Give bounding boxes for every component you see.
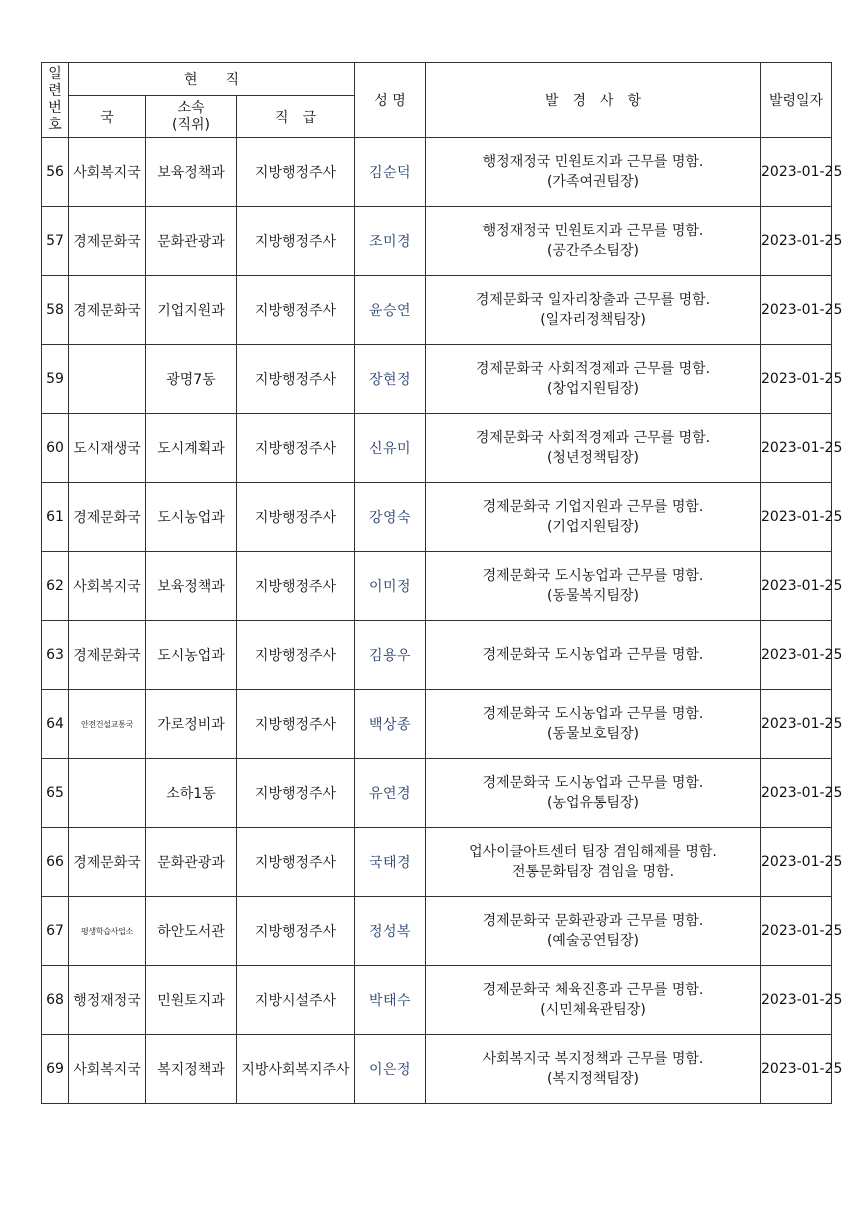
- header-serial-char: 련: [48, 83, 62, 99]
- row-unit: 도시농업과: [146, 483, 237, 552]
- row-grade: 지방행정주사: [237, 483, 355, 552]
- row-order: [426, 276, 761, 345]
- row-date: 2023-01-25: [761, 483, 832, 552]
- row-unit: 보육정책과: [146, 138, 237, 207]
- row-grade: 지방행정주사: [237, 207, 355, 276]
- header-grade: 직 급: [237, 96, 355, 138]
- header-affiliation-line2: (직위): [172, 116, 210, 133]
- row-bureau: 경제문화국: [69, 276, 146, 345]
- row-unit: 하안도서관: [146, 897, 237, 966]
- row-order-line1: 경제문화국 도시농업과 근무를 명함.: [482, 706, 704, 722]
- row-bureau: [69, 345, 146, 414]
- row-name: 장현정: [355, 345, 426, 414]
- row-order-line1: 경제문화국 일자리창출과 근무를 명함.: [475, 292, 711, 308]
- row-order: [426, 483, 761, 552]
- header-row-top: [42, 63, 832, 96]
- row-order: [426, 552, 761, 621]
- row-bureau: 사회복지국: [69, 1035, 146, 1104]
- row-date: 2023-01-25: [761, 345, 832, 414]
- row-number: 68: [42, 966, 69, 1035]
- header-name: 성 명: [355, 63, 426, 138]
- row-name: 유연경: [355, 759, 426, 828]
- header-serial-char: 번: [48, 100, 62, 116]
- row-order-line1: 행정재정국 민원토지과 근무를 명함.: [482, 154, 704, 170]
- row-name: 신유미: [355, 414, 426, 483]
- row-name: 강영숙: [355, 483, 426, 552]
- row-order-line1: 경제문화국 사회적경제과 근무를 명함.: [475, 430, 711, 446]
- row-order-line2: (가족여권팀장): [546, 174, 640, 190]
- table-row: [42, 414, 832, 483]
- row-date: 2023-01-25: [761, 621, 832, 690]
- row-grade: 지방행정주사: [237, 414, 355, 483]
- row-grade: 지방행정주사: [237, 828, 355, 897]
- personnel-order-table: [41, 62, 843, 1104]
- table-row: [42, 828, 832, 897]
- row-order-line2: (농업유통팀장): [546, 795, 640, 811]
- row-bureau: 사회복지국: [69, 552, 146, 621]
- row-name: 김순덕: [355, 138, 426, 207]
- row-date: 2023-01-25: [761, 828, 832, 897]
- row-grade: 지방행정주사: [237, 552, 355, 621]
- row-grade: 지방사회복지주사: [237, 1035, 355, 1104]
- row-bureau: 안전건설교통국: [69, 690, 146, 759]
- row-order-line1: 경제문화국 도시농업과 근무를 명함.: [482, 647, 704, 663]
- row-unit: 소하1동: [146, 759, 237, 828]
- row-number: 61: [42, 483, 69, 552]
- row-order-line1: 경제문화국 도시농업과 근무를 명함.: [482, 775, 704, 791]
- row-grade: 지방행정주사: [237, 345, 355, 414]
- row-bureau: 경제문화국: [69, 621, 146, 690]
- row-number: 65: [42, 759, 69, 828]
- row-order-line1: 경제문화국 문화관광과 근무를 명함.: [482, 913, 704, 929]
- row-order: [426, 621, 761, 690]
- row-order-line2: (청년정책팀장): [546, 450, 640, 466]
- header-serial: [42, 63, 69, 138]
- row-unit: 광명7동: [146, 345, 237, 414]
- row-name: 이은정: [355, 1035, 426, 1104]
- row-name: 이미정: [355, 552, 426, 621]
- row-date: 2023-01-25: [761, 690, 832, 759]
- table-row: [42, 552, 832, 621]
- row-date: 2023-01-25: [761, 414, 832, 483]
- header-affiliation-line1: 소속: [177, 99, 205, 116]
- row-order-line2: (공간주소팀장): [546, 243, 640, 259]
- row-unit: 문화관광과: [146, 207, 237, 276]
- header-serial-char: 호: [48, 117, 62, 133]
- row-unit: 도시농업과: [146, 621, 237, 690]
- table-row: [42, 897, 832, 966]
- row-order-line2: (예술공연팀장): [546, 933, 640, 949]
- row-number: 57: [42, 207, 69, 276]
- row-unit: 도시계획과: [146, 414, 237, 483]
- row-order-line1: 경제문화국 사회적경제과 근무를 명함.: [475, 361, 711, 377]
- table-row: [42, 483, 832, 552]
- row-number: 63: [42, 621, 69, 690]
- row-grade: 지방행정주사: [237, 621, 355, 690]
- header-date: 발령일자: [761, 63, 832, 138]
- row-bureau: [69, 759, 146, 828]
- row-order-line2: (시민체육관팀장): [540, 1002, 646, 1018]
- row-bureau: 평생학습사업소: [69, 897, 146, 966]
- row-number: 59: [42, 345, 69, 414]
- row-name: 정성복: [355, 897, 426, 966]
- row-name: 김용우: [355, 621, 426, 690]
- table-row: [42, 759, 832, 828]
- row-name: 윤승연: [355, 276, 426, 345]
- row-number: 64: [42, 690, 69, 759]
- row-order: [426, 207, 761, 276]
- row-name: 박태수: [355, 966, 426, 1035]
- table-row: [42, 276, 832, 345]
- row-date: 2023-01-25: [761, 897, 832, 966]
- row-order-line1: 경제문화국 체육진흥과 근무를 명함.: [482, 982, 704, 998]
- row-order-line2: (기업지원팀장): [546, 519, 640, 535]
- row-date: 2023-01-25: [761, 966, 832, 1035]
- table-row: [42, 138, 832, 207]
- row-number: 58: [42, 276, 69, 345]
- row-order-line1: 사회복지국 복지정책과 근무를 명함.: [482, 1051, 704, 1067]
- row-order: [426, 828, 761, 897]
- table-row: [42, 345, 832, 414]
- row-order-line2: (복지정책팀장): [546, 1071, 640, 1087]
- row-number: 62: [42, 552, 69, 621]
- row-name: 백상종: [355, 690, 426, 759]
- row-order-line2: (동물복지팀장): [546, 588, 640, 604]
- row-unit: 민원토지과: [146, 966, 237, 1035]
- row-number: 69: [42, 1035, 69, 1104]
- row-grade: 지방행정주사: [237, 759, 355, 828]
- row-date: 2023-01-25: [761, 276, 832, 345]
- row-unit: 기업지원과: [146, 276, 237, 345]
- table-row: [42, 207, 832, 276]
- row-date: 2023-01-25: [761, 552, 832, 621]
- row-order-line1: 경제문화국 기업지원과 근무를 명함.: [482, 499, 704, 515]
- row-order: [426, 759, 761, 828]
- row-order-line2: 전통문화팀장 겸임을 명함.: [511, 864, 675, 880]
- row-order: [426, 690, 761, 759]
- row-date: 2023-01-25: [761, 207, 832, 276]
- row-name: 국태경: [355, 828, 426, 897]
- row-name: 조미경: [355, 207, 426, 276]
- row-unit: 보육정책과: [146, 552, 237, 621]
- row-bureau: 사회복지국: [69, 138, 146, 207]
- row-order: [426, 138, 761, 207]
- header-serial-char: 일: [48, 66, 62, 82]
- table-row: [42, 966, 832, 1035]
- row-order: [426, 414, 761, 483]
- row-date: 2023-01-25: [761, 759, 832, 828]
- row-order-line1: 행정재정국 민원토지과 근무를 명함.: [482, 223, 704, 239]
- row-order-line2: (일자리정책팀장): [540, 312, 646, 328]
- row-grade: 지방행정주사: [237, 276, 355, 345]
- row-order: [426, 1035, 761, 1104]
- row-order: [426, 966, 761, 1035]
- table-row: [42, 690, 832, 759]
- header-affiliation: [146, 96, 237, 138]
- row-bureau: 경제문화국: [69, 483, 146, 552]
- row-order-line1: 업사이클아트센터 팀장 겸임해제를 명함.: [469, 844, 717, 860]
- row-order: [426, 345, 761, 414]
- table-row: [42, 1035, 832, 1104]
- row-bureau: 경제문화국: [69, 207, 146, 276]
- row-grade: 지방행정주사: [237, 690, 355, 759]
- row-number: 66: [42, 828, 69, 897]
- table-body: [42, 138, 843, 1104]
- header-current-post: 현 직: [69, 63, 355, 96]
- row-order: [426, 897, 761, 966]
- header-bureau: 국: [69, 96, 146, 138]
- row-grade: 지방시설주사: [237, 966, 355, 1035]
- row-bureau: 행정재정국: [69, 966, 146, 1035]
- row-grade: 지방행정주사: [237, 897, 355, 966]
- table-row: [42, 621, 832, 690]
- row-bureau: 경제문화국: [69, 828, 146, 897]
- row-unit: 문화관광과: [146, 828, 237, 897]
- row-unit: 복지정책과: [146, 1035, 237, 1104]
- row-order-line2: (창업지원팀장): [546, 381, 640, 397]
- row-date: 2023-01-25: [761, 1035, 832, 1104]
- row-number: 60: [42, 414, 69, 483]
- row-number: 56: [42, 138, 69, 207]
- row-grade: 지방행정주사: [237, 138, 355, 207]
- row-number: 67: [42, 897, 69, 966]
- row-bureau: 도시재생국: [69, 414, 146, 483]
- header-order: 발 경 사 항: [426, 63, 761, 138]
- row-unit: 가로정비과: [146, 690, 237, 759]
- row-order-line1: 경제문화국 도시농업과 근무를 명함.: [482, 568, 704, 584]
- row-date: 2023-01-25: [761, 138, 832, 207]
- row-order-line2: (동물보호팀장): [546, 726, 640, 742]
